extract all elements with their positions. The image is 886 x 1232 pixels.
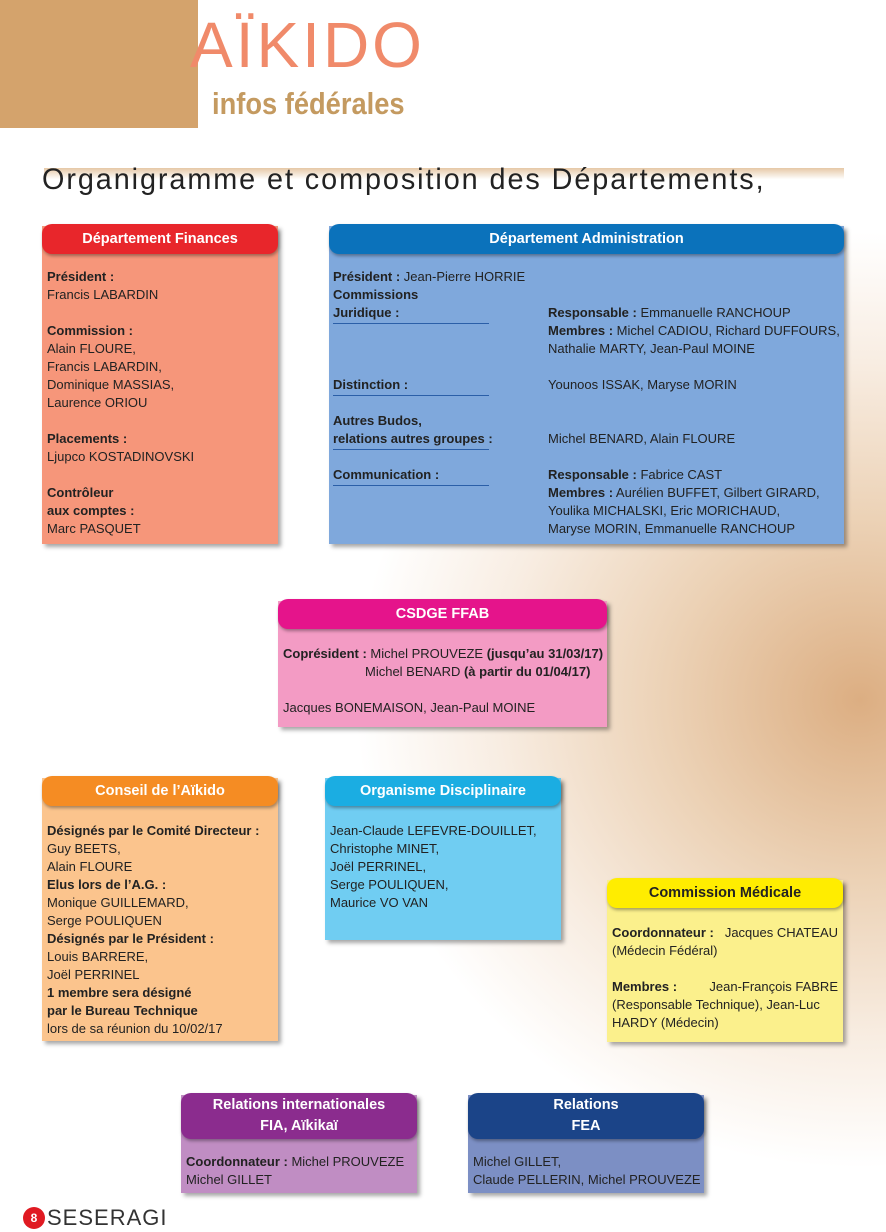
csdge-copresident-2-note: (à partir du 01/04/17) xyxy=(463,664,591,679)
conseil-cd-member: Guy BEETS, xyxy=(47,841,121,856)
relations-fea-header xyxy=(468,1093,704,1139)
admin-juridique-resp: Emmanuelle RANCHOUP xyxy=(636,305,791,320)
admin-budos-label: Autres Budos, xyxy=(333,413,422,428)
conseil-pres-member: Joël PERRINEL xyxy=(47,967,140,982)
relations-intl-title: FIA, Aïkikaï xyxy=(260,1118,338,1134)
admin-distinction-label-wrap xyxy=(333,376,533,394)
admin-distinction-label: Distinction : xyxy=(333,377,409,392)
disciplinaire-body xyxy=(330,822,556,912)
finances-president: Francis LABARDIN xyxy=(47,287,159,302)
relations-intl-body xyxy=(186,1153,412,1189)
finances-commission-member: Dominique MASSIAS, xyxy=(47,377,175,392)
disciplinaire-member: Christophe MINET, xyxy=(330,841,440,856)
admin-budos-label-wrap xyxy=(333,412,543,448)
medicale-membres: Jean-François FABRE xyxy=(709,979,838,994)
disciplinaire-member: Joël PERRINEL, xyxy=(330,859,427,874)
admin-budos-rule xyxy=(333,449,489,450)
administration-header: Département Administration xyxy=(329,224,844,254)
admin-juridique-resp-label: Responsable : xyxy=(548,305,637,320)
finances-commission-member: Laurence ORIOU xyxy=(47,395,148,410)
brand-text: AÏKIDO xyxy=(190,9,425,81)
conseil-cd-member: Alain FLOURE xyxy=(47,859,133,874)
admin-comm-membres: Maryse MORIN, Emmanuelle RANCHOUP xyxy=(548,521,796,536)
admin-commissions-label: Commissions xyxy=(333,287,419,302)
admin-comm-resp-label: Responsable : xyxy=(548,467,637,482)
csdge-copresident-1: Michel PROUVEZE xyxy=(366,646,487,661)
medicale-membres-label: Membres : xyxy=(612,979,678,994)
conseil-header: Conseil de l’Aïkido xyxy=(42,776,278,806)
conseil-box xyxy=(42,778,278,1041)
admin-budos-label: relations autres groupes : xyxy=(333,431,493,446)
administration-box xyxy=(329,226,844,544)
finances-placements-label: Placements : xyxy=(47,431,128,446)
medicale-membres: (Responsable Technique), Jean-Luc xyxy=(612,997,820,1012)
admin-labels xyxy=(333,268,533,322)
admin-juridique-label: Juridique : xyxy=(333,305,400,320)
admin-juridique-membres: Michel CADIOU, Richard DUFFOURS, xyxy=(613,323,840,338)
finances-header: Département Finances xyxy=(42,224,278,254)
relations-fea-title: Relations xyxy=(553,1097,619,1113)
csdge-members: Jacques BONEMAISON, Jean-Paul MOINE xyxy=(283,700,536,715)
admin-communication-rule xyxy=(333,485,489,486)
medicale-header: Commission Médicale xyxy=(607,878,843,908)
admin-distinction: Younoos ISSAK, Maryse MORIN xyxy=(548,377,737,392)
admin-juridique-membres: Nathalie MARTY, Jean-Paul MOINE xyxy=(548,341,755,356)
medicale-coord-label: Coordonnateur : xyxy=(612,925,714,940)
relations-intl-second: Michel GILLET xyxy=(186,1172,272,1187)
brand-logo xyxy=(190,10,425,80)
conseil-bt-label: par le Bureau Technique xyxy=(47,1003,198,1018)
admin-distinction-wrap xyxy=(548,376,840,394)
page-title: Organigramme et composition des Départements, xyxy=(42,163,766,196)
disciplinaire-member: Jean-Claude LEFEVRE-DOUILLET, xyxy=(330,823,537,838)
csdge-copresident-1-note: (jusqu’au 31/03/17) xyxy=(486,646,604,661)
admin-president: Jean-Pierre HORRIE xyxy=(400,269,526,284)
finances-placements: Ljupco KOSTADINOVSKI xyxy=(47,449,195,464)
admin-communication-label: Communication : xyxy=(333,467,440,482)
finances-president-label: Président : xyxy=(47,269,115,284)
conseil-pres-label: Désignés par le Président : xyxy=(47,931,214,946)
finances-commission-member: Francis LABARDIN, xyxy=(47,359,162,374)
finances-body xyxy=(47,268,273,538)
admin-comm-membres: Youlika MICHALSKI, Eric MORICHAUD, xyxy=(548,503,781,518)
csdge-copresident-label: Coprésident : xyxy=(283,646,367,661)
relations-fea-body xyxy=(473,1153,699,1189)
csdge-box xyxy=(278,601,607,727)
admin-president-label: Président : xyxy=(333,269,401,284)
conseil-bt-note: lors de sa réunion du 10/02/17 xyxy=(47,1021,223,1036)
csdge-header: CSDGE FFAB xyxy=(278,599,607,629)
admin-juridique-rule xyxy=(333,323,489,324)
relations-fea-member: Claude PELLERIN, Michel PROUVEZE xyxy=(473,1172,701,1187)
conseil-elus-label: Elus lors de l’A.G. : xyxy=(47,877,167,892)
admin-budos-wrap xyxy=(548,430,840,448)
conseil-elus-member: Serge POULIQUEN xyxy=(47,913,162,928)
csdge-copresident-2: Michel BENARD xyxy=(365,664,464,679)
admin-communication-wrap xyxy=(548,466,840,538)
conseil-body xyxy=(47,822,273,1038)
conseil-pres-member: Louis BARRERE, xyxy=(47,949,149,964)
conseil-elus-member: Monique GUILLEMARD, xyxy=(47,895,189,910)
relations-fea-box xyxy=(468,1095,704,1193)
medicale-body xyxy=(612,924,838,1032)
relations-fea-member: Michel GILLET, xyxy=(473,1154,562,1169)
admin-budos: Michel BENARD, Alain FLOURE xyxy=(548,431,736,446)
admin-comm-resp: Fabrice CAST xyxy=(636,467,723,482)
finances-controleur: Marc PASQUET xyxy=(47,521,141,536)
conseil-bt-label: 1 membre sera désigné xyxy=(47,985,192,1000)
finances-box xyxy=(42,226,278,544)
relations-intl-coord-label: Coordonnateur : xyxy=(186,1154,288,1169)
relations-intl-coord: Michel PROUVEZE xyxy=(287,1154,405,1169)
corner-block xyxy=(0,0,198,128)
disciplinaire-box xyxy=(325,778,561,940)
disciplinaire-header: Organisme Disciplinaire xyxy=(325,776,561,806)
medicale-coord-note: (Médecin Fédéral) xyxy=(612,943,718,958)
medicale-coord: Jacques CHATEAU xyxy=(724,925,838,940)
relations-fea-title: FEA xyxy=(571,1118,601,1134)
footer-brand: SESERAGI xyxy=(47,1205,168,1230)
disciplinaire-member: Serge POULIQUEN, xyxy=(330,877,449,892)
finances-commission-member: Alain FLOURE, xyxy=(47,341,136,356)
medicale-membres: HARDY (Médecin) xyxy=(612,1015,719,1030)
medicale-box xyxy=(607,880,843,1042)
disciplinaire-member: Maurice VO VAN xyxy=(330,895,429,910)
finances-controleur-label: aux comptes : xyxy=(47,503,135,518)
admin-communication-label-wrap xyxy=(333,466,533,484)
admin-juridique-membres-label: Membres : xyxy=(548,323,614,338)
relations-intl-box xyxy=(181,1095,417,1193)
admin-comm-membres: Aurélien BUFFET, Gilbert GIRARD, xyxy=(613,485,820,500)
admin-comm-membres-label: Membres : xyxy=(548,485,614,500)
finances-controleur-label: Contrôleur xyxy=(47,485,114,500)
conseil-cd-label: Désignés par le Comité Directeur : xyxy=(47,823,260,838)
relations-intl-header xyxy=(181,1093,417,1139)
relations-intl-title: Relations internationales xyxy=(212,1097,386,1113)
admin-juridique-values xyxy=(548,304,840,358)
page-number: 8 xyxy=(23,1207,45,1229)
finances-commission-label: Commission : xyxy=(47,323,133,338)
csdge-body xyxy=(283,645,602,717)
admin-distinction-rule xyxy=(333,395,489,396)
section-subtitle: infos fédérales xyxy=(212,86,405,121)
